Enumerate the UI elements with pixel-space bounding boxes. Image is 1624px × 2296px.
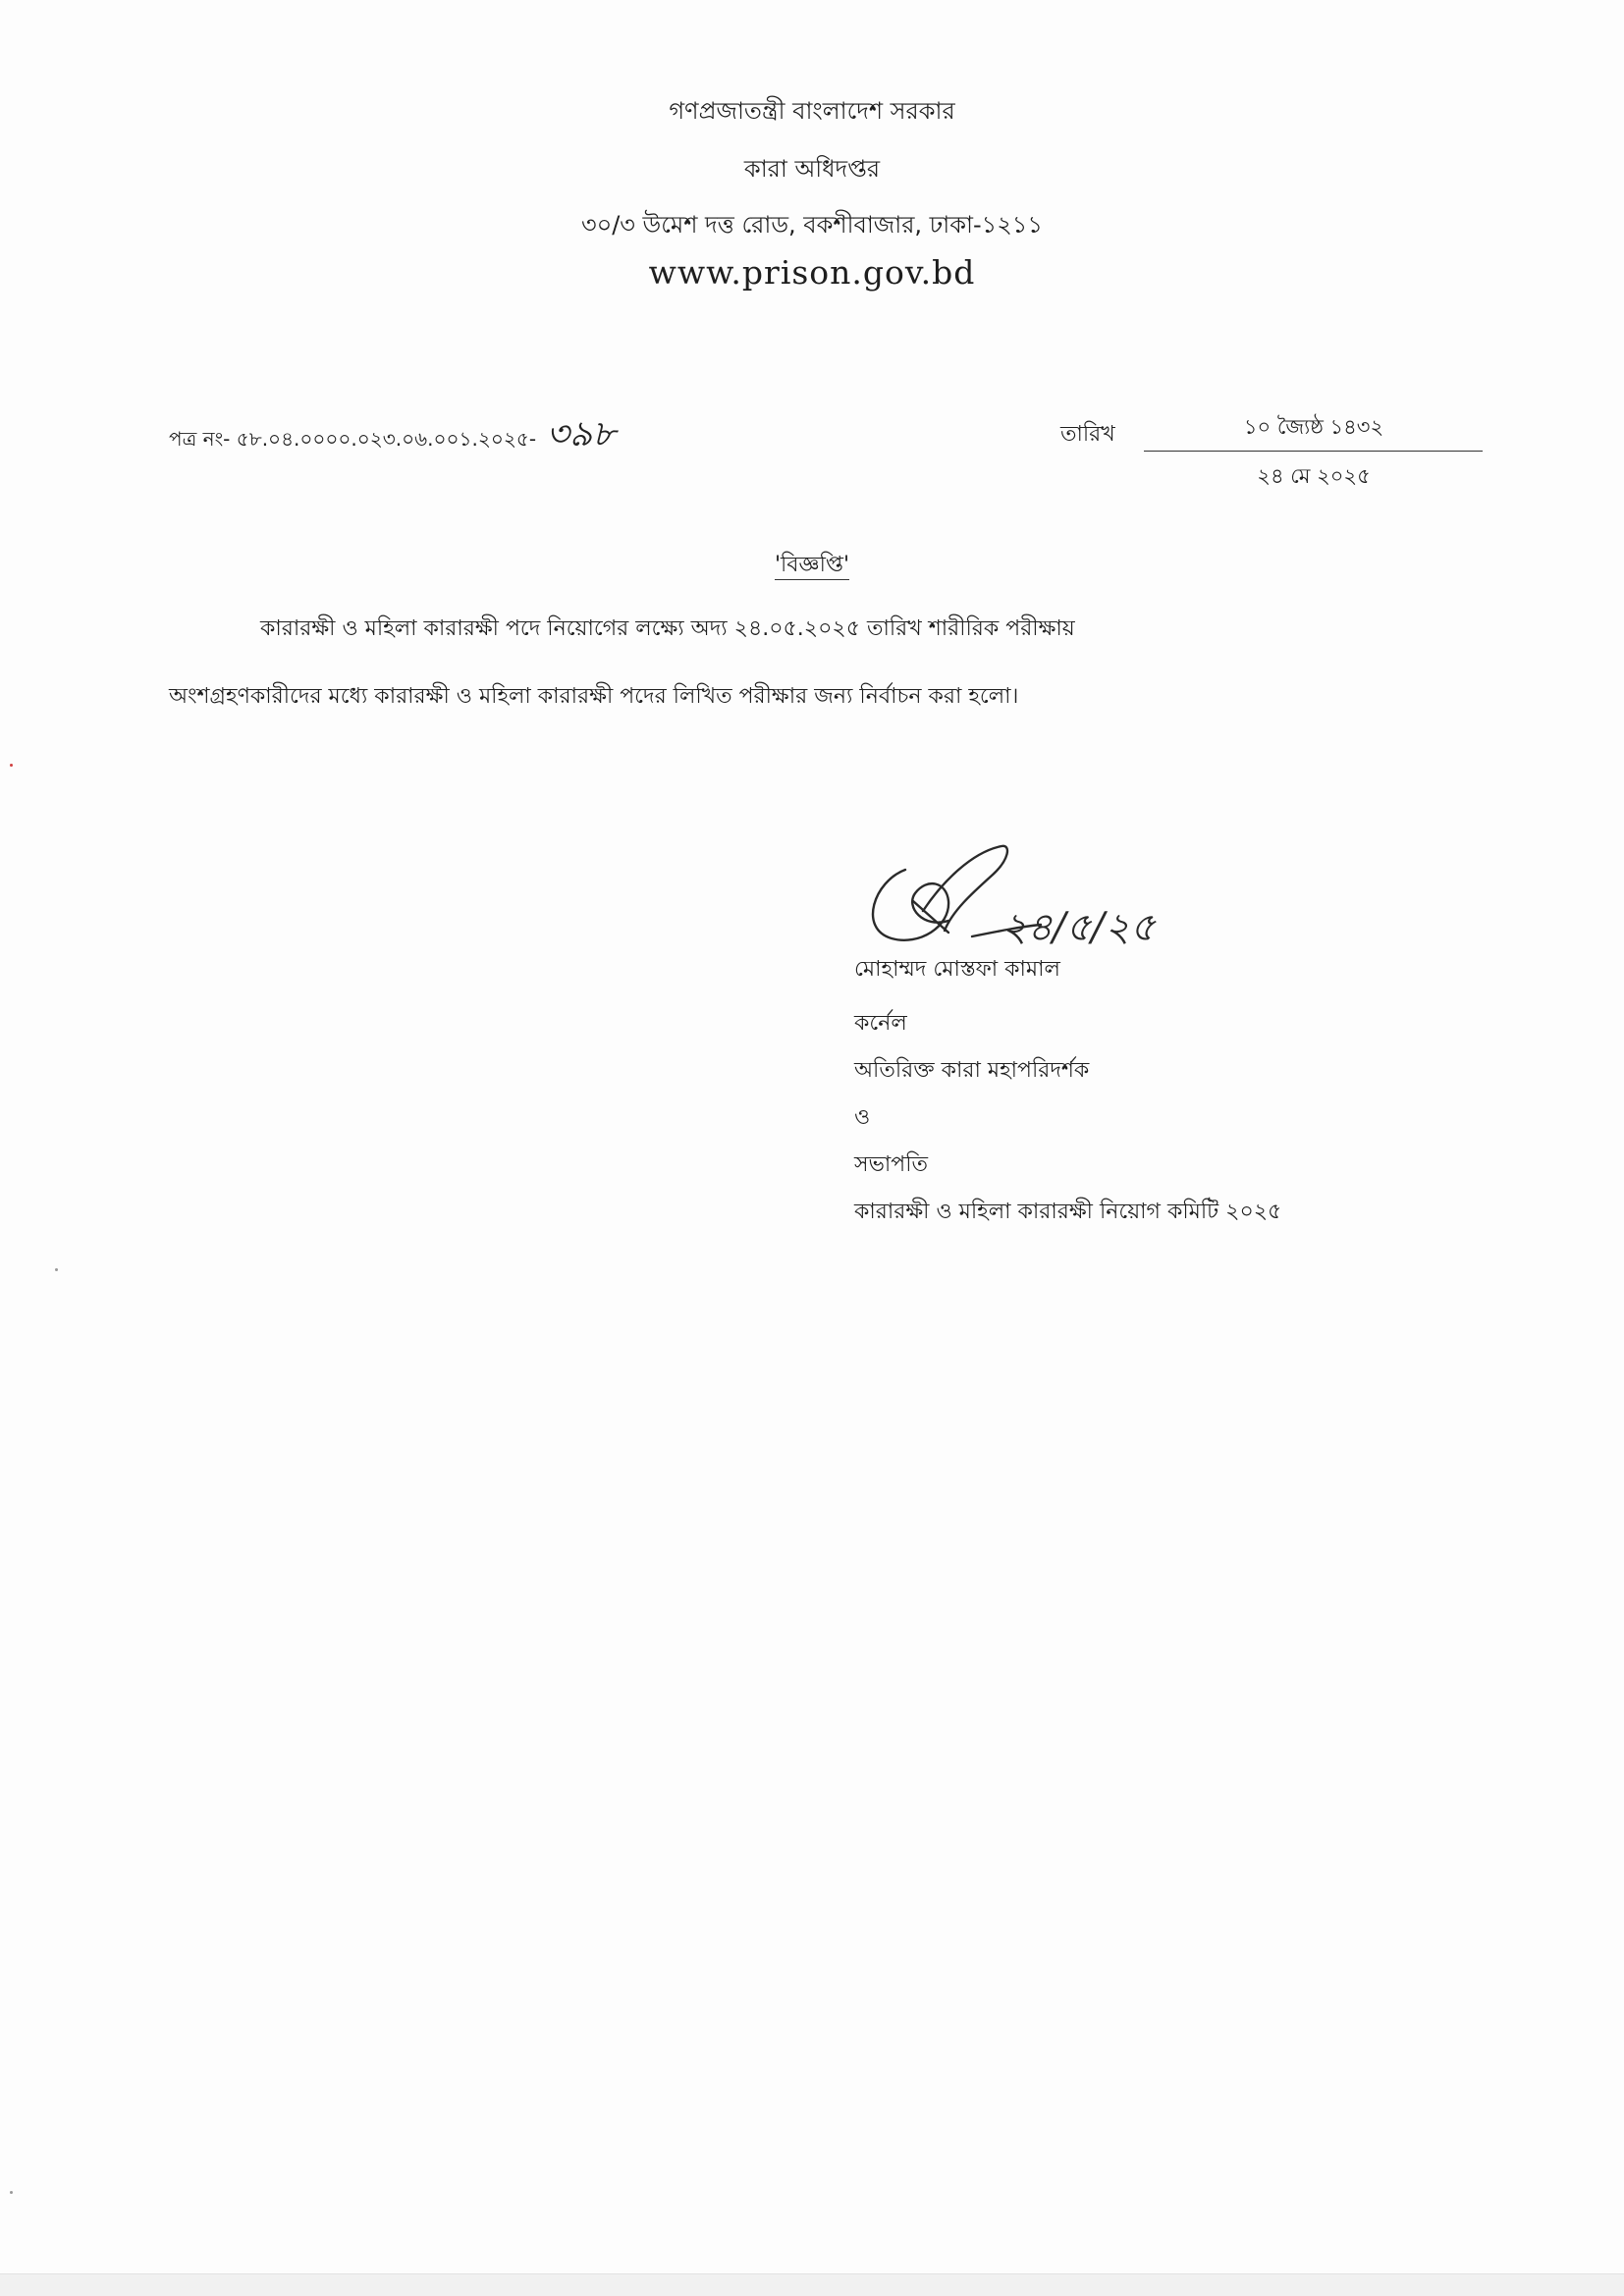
scan-speck [10, 764, 13, 767]
date-divider [1144, 451, 1483, 452]
notice-body-line-1: কারারক্ষী ও মহিলা কারারক্ষী পদে নিয়োগের লক্ষ্যে অদ্য ২৪.০৫.২০২৫ তারিখ শারীরিক পরীক্ষায় [260, 616, 1075, 641]
scan-bottom-edge [0, 2273, 1624, 2296]
signatory-conjunction: ও [854, 1105, 871, 1130]
scan-speck [10, 2191, 13, 2194]
government-name: গণপ্রজাতন্ত্রী বাংলাদেশ সরকার [669, 97, 955, 125]
signatory-designation: অতিরিক্ত কারা মহাপরিদর্শক [854, 1058, 1090, 1083]
date-bangla: ১০ জ্যৈষ্ঠ ১৪৩২ [1243, 415, 1384, 439]
memo-number-label: পত্র নং- ৫৮.০৪.০০০০.০২৩.০৬.০০১.২০২৫- [169, 427, 537, 451]
signatory-role: সভাপতি [854, 1152, 929, 1177]
notice-title-text: 'বিজ্ঞপ্তি' [775, 553, 849, 580]
notice-title [0, 551, 1624, 580]
memo-number-handwritten: ৩৯৮ [546, 414, 616, 454]
notice-body-line-2: অংশগ্রহণকারীদের মধ্যে কারারক্ষী ও মহিলা কারারক্ষী পদের লিখিত পরীক্ষার জন্য নির্বাচন করা হলো। [169, 684, 1019, 709]
signature-handwritten-date: ২৪/৫/২৫ [1001, 905, 1156, 950]
signatory-committee: কারারক্ষী ও মহিলা কারারক্ষী নিয়োগ কমিটি ২০২৫ [854, 1200, 1282, 1224]
signatory-rank: কর্নেল [854, 1011, 907, 1036]
signatory-name: মোহাম্মদ মোস্তফা কামাল [854, 957, 1060, 982]
handwritten-signature [854, 842, 1227, 970]
office-address: ৩০/৩ উমেশ দত্ত রোড, বকশীবাজার, ঢাকা-১২১১ [581, 211, 1043, 239]
scan-speck [55, 1268, 58, 1271]
date-gregorian: ২৪ মে ২০২৫ [1257, 464, 1371, 488]
website-link[interactable]: www.prison.gov.bd [648, 253, 976, 292]
memo-number [169, 414, 616, 454]
department-name: কারা অধিদপ্তর [743, 155, 881, 183]
date-label: তারিখ [1060, 422, 1115, 447]
